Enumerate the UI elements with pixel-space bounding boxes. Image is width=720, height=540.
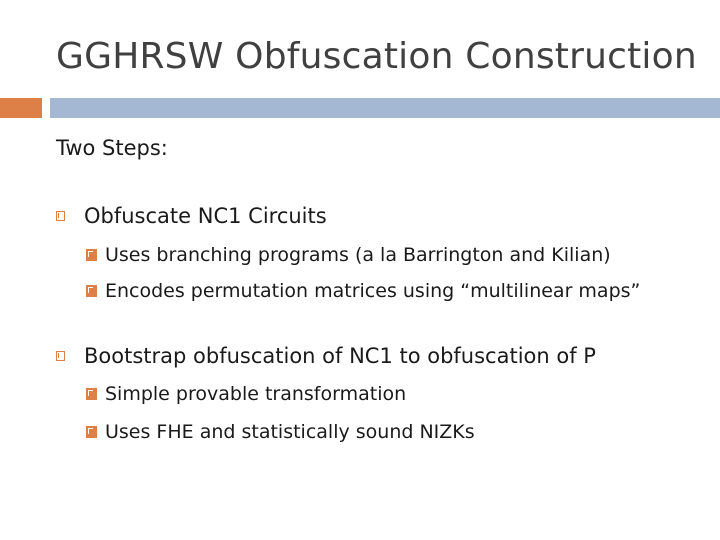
title-rule-accent <box>0 98 42 118</box>
intro-text: Two Steps: <box>56 136 168 160</box>
bullet-text: Obfuscate NC1 Circuits <box>84 204 327 228</box>
square-filled-bullet-icon <box>86 249 97 261</box>
sub-bullet-item <box>86 383 406 405</box>
sub-bullet-text: Uses FHE and statistically sound NIZKs <box>105 421 475 443</box>
bullet-text: Bootstrap obfuscation of NC1 to obfuscation of P <box>84 344 596 368</box>
title-rule <box>50 98 720 118</box>
bullet-item <box>56 344 596 368</box>
sub-bullet-text: Uses branching programs (a la Barrington and Kilian) <box>105 244 611 266</box>
slide-title: GGHRSW Obfuscation Construction <box>56 36 697 77</box>
sub-bullet-text: Encodes permutation matrices using “multilinear maps” <box>105 280 641 302</box>
square-filled-bullet-icon <box>86 388 97 400</box>
sub-bullet-item <box>86 280 640 302</box>
sub-bullet-item <box>86 421 475 443</box>
square-filled-bullet-icon <box>86 285 97 297</box>
sub-bullet-item <box>86 244 611 266</box>
square-outline-bullet-icon <box>56 211 65 221</box>
square-outline-bullet-icon <box>56 351 65 361</box>
sub-bullet-text: Simple provable transformation <box>105 383 407 405</box>
bullet-item <box>56 204 327 228</box>
square-filled-bullet-icon <box>86 426 97 438</box>
